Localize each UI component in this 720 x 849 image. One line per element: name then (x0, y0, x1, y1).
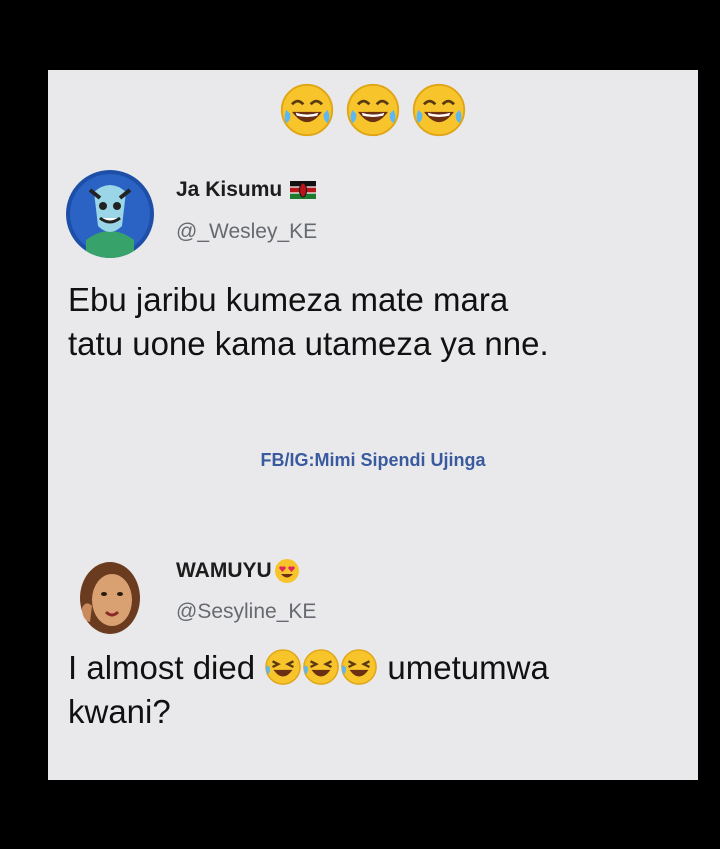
author-handle[interactable]: @Sesyline_KE (176, 600, 317, 623)
tweet-text-segment: I almost died (68, 649, 265, 686)
tears-of-joy-icon (411, 82, 467, 138)
author-name[interactable]: WAMUYU (176, 559, 272, 582)
tweet-text-line: Ebu jaribu kumeza mate mara (68, 281, 509, 318)
kenya-flag-icon (290, 181, 316, 199)
rolling-laughing-icon (264, 648, 302, 686)
tweet-author-row (176, 558, 300, 584)
avatar[interactable] (66, 550, 154, 638)
tweet-text-line: kwani? (68, 693, 171, 730)
heart-eyes-icon (274, 558, 300, 584)
author-handle[interactable]: @_Wesley_KE (176, 220, 318, 243)
tweet-text-segment: umetumwa (378, 649, 549, 686)
avatar-photo-icon (66, 550, 154, 638)
tweet-text-line (68, 646, 678, 690)
tweet-text (68, 278, 678, 366)
tweet-text (68, 646, 678, 734)
rolling-laughing-icon (340, 648, 378, 686)
tears-of-joy-icon (279, 82, 335, 138)
avatar-cartoon-icon (66, 170, 154, 258)
author-name[interactable]: Ja Kisumu (176, 178, 283, 201)
screenshot-card (48, 70, 698, 780)
tears-of-joy-icon (345, 82, 401, 138)
tweet-author-row (176, 178, 316, 202)
tweet-text-line: tatu uone kama utameza ya nne. (68, 325, 549, 362)
avatar[interactable] (66, 170, 154, 258)
rolling-laughing-icon (302, 648, 340, 686)
top-emoji-row (48, 82, 698, 138)
watermark-text: FB/IG:Mimi Sipendi Ujinga (260, 450, 486, 470)
